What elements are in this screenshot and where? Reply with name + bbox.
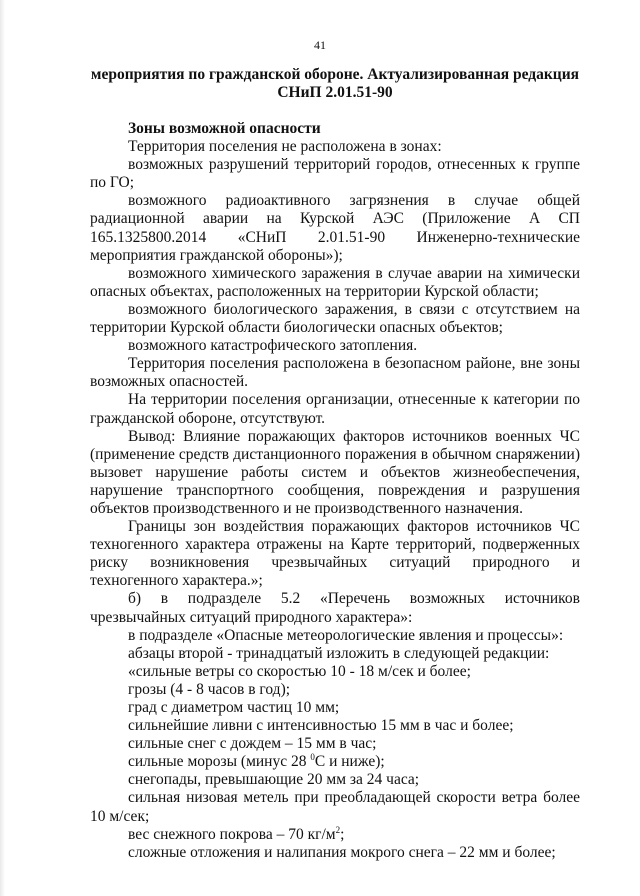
document-body [90,120,580,862]
list-item: «сильные ветры со скоростью 10 - 18 м/сек и более; [128,662,471,680]
list-item-text-tail: С и ниже); [314,753,385,771]
subsection-heading: Зоны возможной опасности [128,120,321,137]
list-item: град с диаметром частиц 10 мм; [128,699,340,716]
degree-superscript: 0 [310,752,315,763]
list-item [90,753,580,771]
paragraph: возможных разрушений территорий городов, отнесенных к группе по ГО; [90,156,580,192]
paragraph: возможного радиоактивного загрязнения в случае общей радиационной аварии на Курской АЭС (Приложение А СП 165.1325800.2014 «СНиП 2.01.51-90 Инженерно-технические мероприятия гражданской обороны»); [90,192,580,264]
paragraph: возможного катастрофического затопления. [128,337,418,355]
list-item: грозы (4 - 8 часов в год); [128,680,291,698]
list-item: снегопады, превышающие 20 мм за 24 часа; [128,771,420,789]
power-superscript: 2 [335,824,341,835]
list-item: сильная низовая метель при преобладающей скорости ветра более 10 м/сек; [90,789,580,825]
list-item-text: сильные морозы (минус 28 [128,753,307,771]
list-item: сильнейшие ливни с интенсивностью 15 мм в час и более; [128,717,514,735]
section-title: мероприятия по гражданской обороне. Актуализированная редакция СНиП 2.01.51-90 [90,66,580,101]
paragraph: Территория поселения не расположена в зонах: [128,138,442,156]
list-item: сложные отложения и налипания мокрого снега – 22 мм и более; [128,843,556,861]
list-item: сильные снег с дождем – 15 мм в час; [128,735,377,753]
paragraph: абзацы второй - тринадцатый изложить в следующей редакции: [128,644,550,662]
paragraph: в подразделе «Опасные метеорологические явления и процессы»: [128,626,564,644]
list-item [90,826,580,844]
paragraph: Вывод: Влияние поражающих факторов источников военных ЧС (применение средств дистанционного поражения в обычном снаряжении) вызовет нарушение работы систем и объектов жизнеобеспечения, нарушение транспортного сообщения, повреждения и разрушения объектов производственного и не производственного назначения. [90,427,580,517]
page-number: 41 [314,38,326,52]
list-item-text: вес снежного покрова – 70 кг/м [128,825,336,843]
list-item-text-tail: ; [340,825,345,843]
paragraph: возможного биологического заражения, в связи с отсутствием на территории Курской области биологически опасных объектов; [90,300,580,337]
paragraph: На территории поселения организации, отнесенные к категории по гражданской обороне, отсутствуют. [90,391,580,427]
paragraph: б) в подразделе 5.2 «Перечень возможных источников чрезвычайных ситуаций природного характера»: [90,590,580,626]
paragraph: Границы зон воздействия поражающих факторов источников ЧС техногенного характера отражены на Карте территорий, подверженных риску возникновения чрезвычайных ситуаций природного и техногенного характера.»; [90,518,580,590]
paragraph: возможного химического заражения в случае аварии на химически опасных объектах, расположенных на территории Курской области; [90,264,580,300]
scan-margin [0,0,5,896]
paragraph: Территория поселения расположена в безопасном районе, вне зоны возможных опасностей. [90,355,580,391]
